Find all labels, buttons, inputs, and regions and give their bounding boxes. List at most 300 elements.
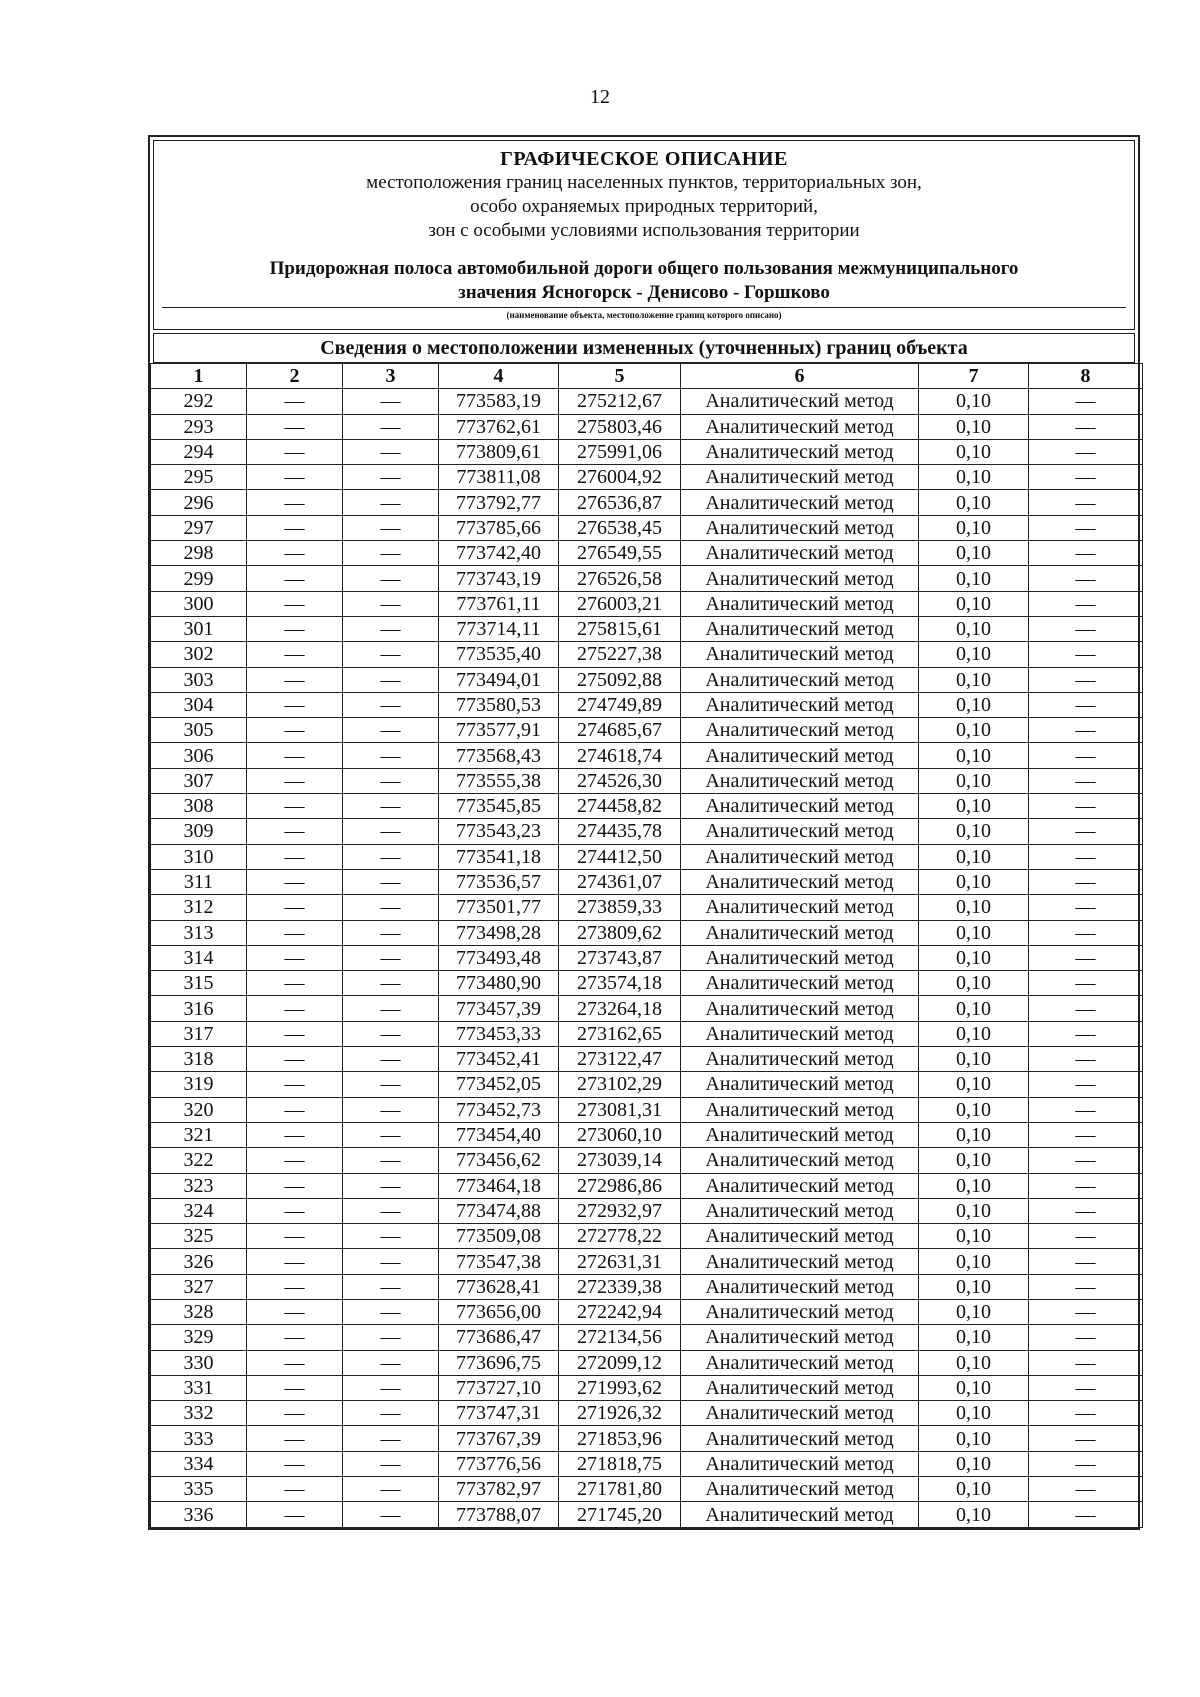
cell-col-2: — (247, 1451, 343, 1476)
method: Аналитический метод (681, 1350, 919, 1375)
point-number: 336 (151, 1502, 247, 1527)
cell-col-8: — (1029, 718, 1143, 743)
coordinate-x: 773452,05 (439, 1072, 559, 1097)
method: Аналитический метод (681, 819, 919, 844)
subtitle-line: местоположения границ населенных пунктов, территориальных зон, (366, 172, 922, 193)
coordinate-x: 773782,97 (439, 1477, 559, 1502)
point-number: 304 (151, 692, 247, 717)
cell-col-3: — (343, 819, 439, 844)
graphic-description-document (148, 135, 1140, 1530)
method: Аналитический метод (681, 1021, 919, 1046)
table-row (151, 945, 1143, 970)
point-number: 312 (151, 895, 247, 920)
coordinate-x: 773452,73 (439, 1097, 559, 1122)
coordinate-x: 773577,91 (439, 718, 559, 743)
cell-col-3: — (343, 389, 439, 414)
method: Аналитический метод (681, 667, 919, 692)
cell-col-3: — (343, 566, 439, 591)
column-header: 4 (439, 364, 559, 389)
cell-col-2: — (247, 515, 343, 540)
cell-col-2: — (247, 971, 343, 996)
precision: 0,10 (919, 743, 1029, 768)
point-number: 308 (151, 794, 247, 819)
coordinate-x: 773580,53 (439, 692, 559, 717)
cell-col-8: — (1029, 1198, 1143, 1223)
page-number: 12 (590, 86, 610, 108)
method: Аналитический метод (681, 895, 919, 920)
coordinate-x: 773536,57 (439, 869, 559, 894)
precision: 0,10 (919, 389, 1029, 414)
cell-col-8: — (1029, 920, 1143, 945)
table-row (151, 1426, 1143, 1451)
cell-col-2: — (247, 895, 343, 920)
precision: 0,10 (919, 971, 1029, 996)
point-number: 301 (151, 616, 247, 641)
method: Аналитический метод (681, 1274, 919, 1299)
cell-col-2: — (247, 414, 343, 439)
cell-col-8: — (1029, 794, 1143, 819)
cell-col-2: — (247, 1021, 343, 1046)
coordinate-y: 275803,46 (559, 414, 681, 439)
table-row (151, 692, 1143, 717)
precision: 0,10 (919, 1097, 1029, 1122)
cell-col-3: — (343, 794, 439, 819)
precision: 0,10 (919, 895, 1029, 920)
point-number: 314 (151, 945, 247, 970)
cell-col-8: — (1029, 1224, 1143, 1249)
coordinate-y: 274458,82 (559, 794, 681, 819)
coordinate-y: 272242,94 (559, 1299, 681, 1324)
cell-col-3: — (343, 1502, 439, 1527)
cell-col-8: — (1029, 692, 1143, 717)
table-row (151, 414, 1143, 439)
method: Аналитический метод (681, 692, 919, 717)
table-row (151, 1021, 1143, 1046)
cell-col-2: — (247, 1350, 343, 1375)
coordinate-x: 773547,38 (439, 1249, 559, 1274)
point-number: 320 (151, 1097, 247, 1122)
precision: 0,10 (919, 1350, 1029, 1375)
cell-col-2: — (247, 389, 343, 414)
cell-col-8: — (1029, 1249, 1143, 1274)
cell-col-2: — (247, 1072, 343, 1097)
method: Аналитический метод (681, 1426, 919, 1451)
point-number: 302 (151, 642, 247, 667)
table-row (151, 1401, 1143, 1426)
coordinate-y: 271993,62 (559, 1375, 681, 1400)
coordinate-y: 276536,87 (559, 490, 681, 515)
coordinate-x: 773628,41 (439, 1274, 559, 1299)
coordinate-x: 773747,31 (439, 1401, 559, 1426)
coordinate-y: 276526,58 (559, 566, 681, 591)
subtitle-line: зон с особыми условиями использования территории (428, 220, 860, 241)
cell-col-3: — (343, 1148, 439, 1173)
table-row (151, 1224, 1143, 1249)
method: Аналитический метод (681, 1477, 919, 1502)
cell-col-3: — (343, 895, 439, 920)
table-row (151, 642, 1143, 667)
cell-col-2: — (247, 616, 343, 641)
cell-col-8: — (1029, 667, 1143, 692)
precision: 0,10 (919, 869, 1029, 894)
point-number: 300 (151, 591, 247, 616)
table-row (151, 1274, 1143, 1299)
point-number: 298 (151, 541, 247, 566)
cell-col-8: — (1029, 1350, 1143, 1375)
precision: 0,10 (919, 1122, 1029, 1147)
table-row (151, 667, 1143, 692)
table-row (151, 794, 1143, 819)
method: Аналитический метод (681, 1097, 919, 1122)
coordinate-y: 273809,62 (559, 920, 681, 945)
table-row (151, 465, 1143, 490)
cell-col-2: — (247, 996, 343, 1021)
cell-col-2: — (247, 667, 343, 692)
coordinate-x: 773457,39 (439, 996, 559, 1021)
cell-col-2: — (247, 945, 343, 970)
precision: 0,10 (919, 1451, 1029, 1476)
cell-col-3: — (343, 1072, 439, 1097)
coordinate-x: 773509,08 (439, 1224, 559, 1249)
coordinate-y: 274412,50 (559, 844, 681, 869)
point-number: 332 (151, 1401, 247, 1426)
coordinate-x: 773656,00 (439, 1299, 559, 1324)
cell-col-8: — (1029, 1173, 1143, 1198)
precision: 0,10 (919, 1502, 1029, 1527)
coordinate-y: 275092,88 (559, 667, 681, 692)
table-row (151, 743, 1143, 768)
cell-col-2: — (247, 1249, 343, 1274)
table-row (151, 920, 1143, 945)
coordinate-y: 274361,07 (559, 869, 681, 894)
cell-col-8: — (1029, 1047, 1143, 1072)
cell-col-3: — (343, 844, 439, 869)
coordinate-y: 274618,74 (559, 743, 681, 768)
table-row (151, 844, 1143, 869)
point-number: 326 (151, 1249, 247, 1274)
coordinate-x: 773543,23 (439, 819, 559, 844)
method: Аналитический метод (681, 1325, 919, 1350)
coordinate-x: 773545,85 (439, 794, 559, 819)
table-row (151, 1072, 1143, 1097)
coordinate-y: 271853,96 (559, 1426, 681, 1451)
coordinate-y: 274526,30 (559, 768, 681, 793)
cell-col-8: — (1029, 819, 1143, 844)
method: Аналитический метод (681, 1173, 919, 1198)
table-row (151, 566, 1143, 591)
table-row (151, 1350, 1143, 1375)
coordinate-x: 773452,41 (439, 1047, 559, 1072)
coordinate-y: 272339,38 (559, 1274, 681, 1299)
table-row (151, 1299, 1143, 1324)
cell-col-8: — (1029, 541, 1143, 566)
precision: 0,10 (919, 794, 1029, 819)
cell-col-8: — (1029, 1097, 1143, 1122)
cell-col-3: — (343, 743, 439, 768)
cell-col-2: — (247, 1224, 343, 1249)
cell-col-3: — (343, 1122, 439, 1147)
cell-col-8: — (1029, 642, 1143, 667)
precision: 0,10 (919, 1072, 1029, 1097)
cell-col-3: — (343, 465, 439, 490)
coordinate-x: 773456,62 (439, 1148, 559, 1173)
point-number: 297 (151, 515, 247, 540)
cell-col-8: — (1029, 971, 1143, 996)
coordinate-x: 773498,28 (439, 920, 559, 945)
table-row (151, 591, 1143, 616)
method: Аналитический метод (681, 1451, 919, 1476)
method: Аналитический метод (681, 515, 919, 540)
point-number: 313 (151, 920, 247, 945)
coordinate-y: 274685,67 (559, 718, 681, 743)
cell-col-8: — (1029, 566, 1143, 591)
coordinate-x: 773811,08 (439, 465, 559, 490)
cell-col-3: — (343, 1224, 439, 1249)
coordinate-y: 276538,45 (559, 515, 681, 540)
cell-col-3: — (343, 1097, 439, 1122)
point-number: 330 (151, 1350, 247, 1375)
cell-col-3: — (343, 1426, 439, 1451)
point-number: 294 (151, 439, 247, 464)
coordinate-y: 273039,14 (559, 1148, 681, 1173)
precision: 0,10 (919, 945, 1029, 970)
cell-col-2: — (247, 1122, 343, 1147)
cell-col-3: — (343, 1477, 439, 1502)
method: Аналитический метод (681, 1148, 919, 1173)
coordinate-x: 773454,40 (439, 1122, 559, 1147)
table-row (151, 1173, 1143, 1198)
object-caption: (наименование объекта, местоположение границ которого описано) (506, 310, 782, 320)
method: Аналитический метод (681, 794, 919, 819)
cell-col-2: — (247, 844, 343, 869)
coordinate-y: 275227,38 (559, 642, 681, 667)
point-number: 317 (151, 1021, 247, 1046)
coordinate-x: 773767,39 (439, 1426, 559, 1451)
coordinate-x: 773714,11 (439, 616, 559, 641)
cell-col-8: — (1029, 1451, 1143, 1476)
coordinate-x: 773762,61 (439, 414, 559, 439)
cell-col-2: — (247, 794, 343, 819)
cell-col-3: — (343, 616, 439, 641)
point-number: 299 (151, 566, 247, 591)
point-number: 309 (151, 819, 247, 844)
method: Аналитический метод (681, 1299, 919, 1324)
precision: 0,10 (919, 1173, 1029, 1198)
method: Аналитический метод (681, 465, 919, 490)
cell-col-3: — (343, 1249, 439, 1274)
precision: 0,10 (919, 692, 1029, 717)
coordinate-x: 773474,88 (439, 1198, 559, 1223)
coordinate-y: 271926,32 (559, 1401, 681, 1426)
table-row (151, 768, 1143, 793)
cell-col-8: — (1029, 1072, 1143, 1097)
column-header: 1 (151, 364, 247, 389)
point-number: 315 (151, 971, 247, 996)
table-row (151, 1198, 1143, 1223)
cell-col-3: — (343, 920, 439, 945)
method: Аналитический метод (681, 1122, 919, 1147)
table-row (151, 1451, 1143, 1476)
coordinate-y: 273574,18 (559, 971, 681, 996)
method: Аналитический метод (681, 718, 919, 743)
coordinate-x: 773480,90 (439, 971, 559, 996)
method: Аналитический метод (681, 844, 919, 869)
point-number: 296 (151, 490, 247, 515)
cell-col-8: — (1029, 1122, 1143, 1147)
precision: 0,10 (919, 1401, 1029, 1426)
precision: 0,10 (919, 616, 1029, 641)
divider (162, 307, 1126, 308)
precision: 0,10 (919, 1021, 1029, 1046)
table-row (151, 1047, 1143, 1072)
point-number: 311 (151, 869, 247, 894)
cell-col-2: — (247, 1325, 343, 1350)
coordinate-y: 271781,80 (559, 1477, 681, 1502)
cell-col-8: — (1029, 414, 1143, 439)
point-number: 334 (151, 1451, 247, 1476)
cell-col-8: — (1029, 515, 1143, 540)
point-number: 323 (151, 1173, 247, 1198)
point-number: 303 (151, 667, 247, 692)
point-number: 327 (151, 1274, 247, 1299)
method: Аналитический метод (681, 1224, 919, 1249)
table-row (151, 1122, 1143, 1147)
precision: 0,10 (919, 1148, 1029, 1173)
precision: 0,10 (919, 667, 1029, 692)
cell-col-2: — (247, 1198, 343, 1223)
table-row (151, 1502, 1143, 1527)
coordinate-x: 773453,33 (439, 1021, 559, 1046)
cell-col-3: — (343, 1451, 439, 1476)
coordinate-y: 273264,18 (559, 996, 681, 1021)
coordinate-x: 773727,10 (439, 1375, 559, 1400)
precision: 0,10 (919, 1249, 1029, 1274)
section-title: Сведения о местоположении измененных (уточненных) границ объекта (153, 333, 1135, 363)
cell-col-3: — (343, 1047, 439, 1072)
cell-col-8: — (1029, 844, 1143, 869)
cell-col-2: — (247, 743, 343, 768)
point-number: 310 (151, 844, 247, 869)
precision: 0,10 (919, 920, 1029, 945)
cell-col-8: — (1029, 1477, 1143, 1502)
cell-col-2: — (247, 692, 343, 717)
cell-col-2: — (247, 541, 343, 566)
cell-col-8: — (1029, 1274, 1143, 1299)
cell-col-3: — (343, 1274, 439, 1299)
method: Аналитический метод (681, 616, 919, 641)
precision: 0,10 (919, 1325, 1029, 1350)
coordinate-y: 273060,10 (559, 1122, 681, 1147)
cell-col-2: — (247, 1173, 343, 1198)
cell-col-8: — (1029, 895, 1143, 920)
coordinate-x: 773583,19 (439, 389, 559, 414)
precision: 0,10 (919, 490, 1029, 515)
cell-col-3: — (343, 768, 439, 793)
point-number: 318 (151, 1047, 247, 1072)
object-name-line: значения Ясногорск - Денисово - Горшково (458, 282, 830, 303)
cell-col-3: — (343, 1173, 439, 1198)
cell-col-2: — (247, 566, 343, 591)
column-header: 6 (681, 364, 919, 389)
coordinate-y: 272778,22 (559, 1224, 681, 1249)
cell-col-8: — (1029, 465, 1143, 490)
precision: 0,10 (919, 1047, 1029, 1072)
coordinate-y: 271745,20 (559, 1502, 681, 1527)
coordinate-x: 773785,66 (439, 515, 559, 540)
cell-col-3: — (343, 1350, 439, 1375)
cell-col-8: — (1029, 996, 1143, 1021)
table-row (151, 1249, 1143, 1274)
cell-col-8: — (1029, 1299, 1143, 1324)
table-row (151, 439, 1143, 464)
cell-col-3: — (343, 996, 439, 1021)
precision: 0,10 (919, 439, 1029, 464)
method: Аналитический метод (681, 1072, 919, 1097)
cell-col-3: — (343, 1198, 439, 1223)
table-row (151, 895, 1143, 920)
precision: 0,10 (919, 566, 1029, 591)
point-number: 307 (151, 768, 247, 793)
method: Аналитический метод (681, 1249, 919, 1274)
method: Аналитический метод (681, 971, 919, 996)
table-row (151, 1325, 1143, 1350)
method: Аналитический метод (681, 591, 919, 616)
column-header: 2 (247, 364, 343, 389)
cell-col-3: — (343, 439, 439, 464)
table-row (151, 1477, 1143, 1502)
precision: 0,10 (919, 1375, 1029, 1400)
point-number: 335 (151, 1477, 247, 1502)
document-title: ГРАФИЧЕСКОЕ ОПИСАНИЕ (500, 148, 788, 170)
cell-col-2: — (247, 465, 343, 490)
coordinate-y: 275991,06 (559, 439, 681, 464)
coordinate-x: 773686,47 (439, 1325, 559, 1350)
coordinate-y: 275212,67 (559, 389, 681, 414)
table-row (151, 389, 1143, 414)
cell-col-8: — (1029, 1021, 1143, 1046)
method: Аналитический метод (681, 945, 919, 970)
precision: 0,10 (919, 642, 1029, 667)
cell-col-8: — (1029, 768, 1143, 793)
coordinate-y: 273122,47 (559, 1047, 681, 1072)
cell-col-3: — (343, 541, 439, 566)
cell-col-3: — (343, 490, 439, 515)
point-number: 316 (151, 996, 247, 1021)
table-row (151, 971, 1143, 996)
point-number: 325 (151, 1224, 247, 1249)
cell-col-8: — (1029, 1502, 1143, 1527)
cell-col-3: — (343, 1021, 439, 1046)
coordinate-x: 773568,43 (439, 743, 559, 768)
coordinate-y: 274749,89 (559, 692, 681, 717)
cell-col-8: — (1029, 869, 1143, 894)
cell-col-3: — (343, 1401, 439, 1426)
coordinate-x: 773742,40 (439, 541, 559, 566)
method: Аналитический метод (681, 1401, 919, 1426)
precision: 0,10 (919, 1274, 1029, 1299)
table-row (151, 996, 1143, 1021)
method: Аналитический метод (681, 869, 919, 894)
cell-col-8: — (1029, 490, 1143, 515)
coordinate-x: 773493,48 (439, 945, 559, 970)
cell-col-2: — (247, 1097, 343, 1122)
column-header: 8 (1029, 364, 1143, 389)
precision: 0,10 (919, 591, 1029, 616)
precision: 0,10 (919, 1426, 1029, 1451)
point-number: 322 (151, 1148, 247, 1173)
cell-col-2: — (247, 490, 343, 515)
coordinate-y: 273162,65 (559, 1021, 681, 1046)
